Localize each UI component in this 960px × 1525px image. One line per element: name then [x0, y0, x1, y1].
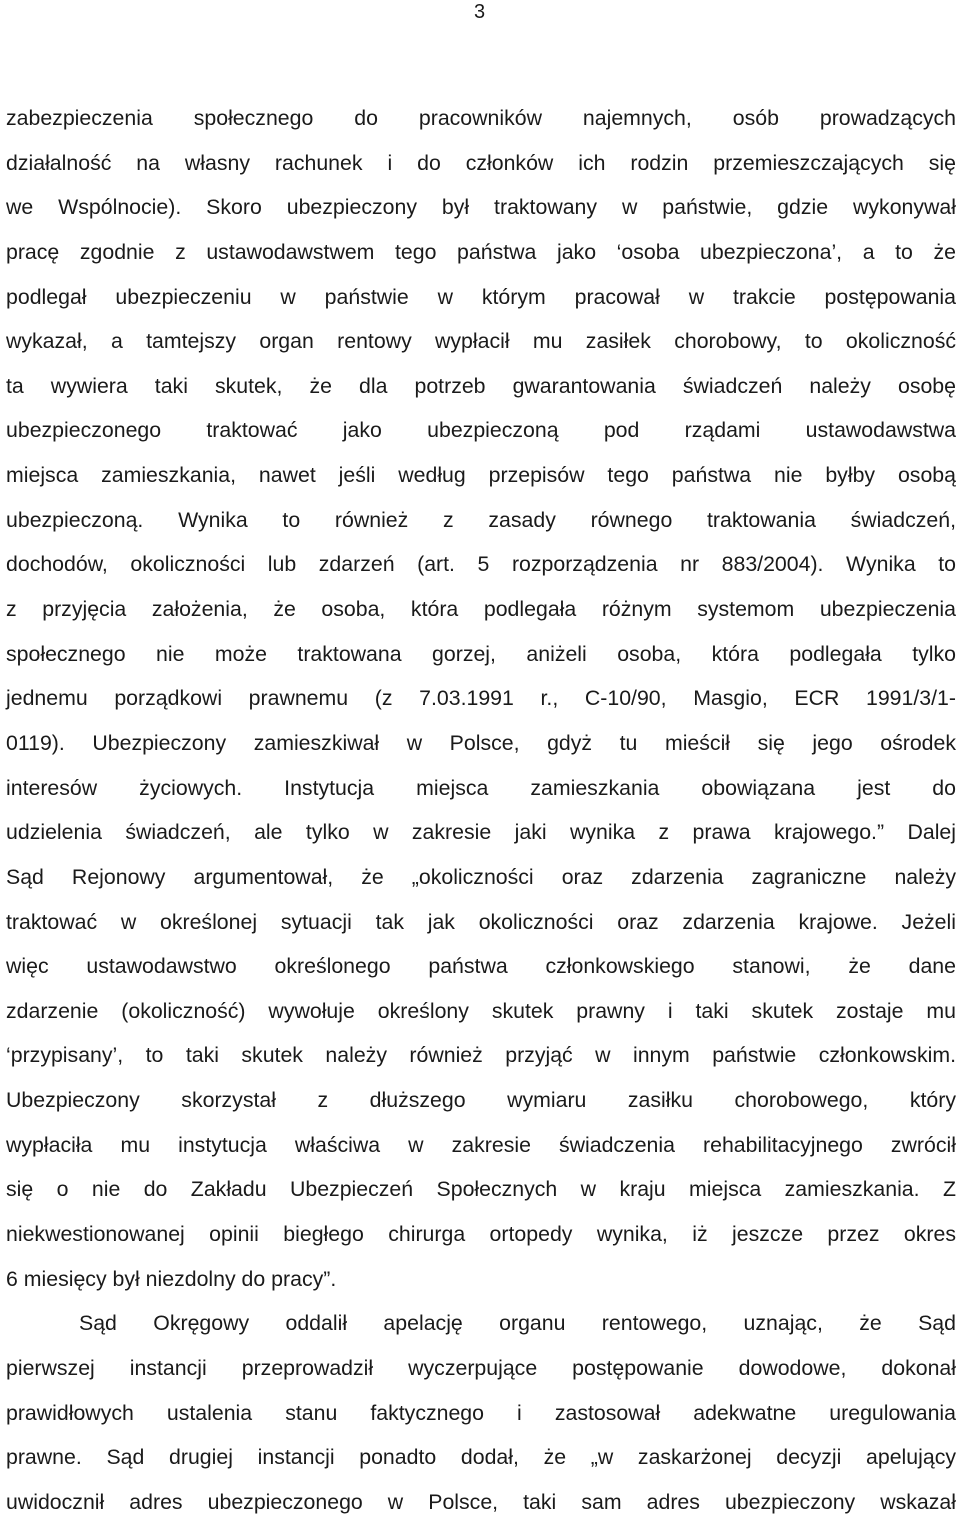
text-line: zdarzenie (okoliczność) wywołuje określony skutek prawny i taki skutek zostaje mu [6, 998, 956, 1023]
paragraph [6, 1301, 956, 1524]
text-line: wykazał, a tamtejszy organ rentowy wypłacił mu zasiłek chorobowy, to okoliczność [6, 329, 956, 354]
text-line: uwidocznił adres ubezpieczonego w Polsce, taki sam adres ubezpieczony wskazał [6, 1489, 956, 1514]
text-line: ta wywiera taki skutek, że dla potrzeb gwarantowania świadczeń należy osobę [6, 373, 956, 398]
text-line: ‘przypisany’, to taki skutek należy również przyjąć w innym państwie członkowskim. [6, 1043, 956, 1068]
text-line: Sąd Okręgowy oddalił apelację organu rentowego, uznając, że Sąd [79, 1311, 956, 1336]
text-line: podlegał ubezpieczeniu w państwie w którym pracował w trakcie postępowania [6, 284, 956, 309]
document-body [6, 96, 956, 1525]
text-line: traktować w określonej sytuacji tak jak okoliczności oraz zdarzenia krajowe. Jeżeli [6, 909, 956, 934]
paragraph [6, 96, 956, 1301]
text-line: ubezpieczoną. Wynika to również z zasady równego traktowania świadczeń, [6, 507, 956, 532]
text-line: zabezpieczenia społecznego do pracowników najemnych, osób prowadzących [6, 106, 956, 130]
text-line: we Wspólnocie). Skoro ubezpieczony był traktowany w państwie, gdzie wykonywał [6, 195, 956, 220]
text-line: 6 miesięcy był niezdolny do pracy”. [6, 1266, 337, 1291]
text-line: Sąd Rejonowy argumentował, że „okoliczności oraz zdarzenia zagraniczne należy [6, 864, 956, 889]
text-line: prawidłowych ustalenia stanu faktycznego i zastosował adekwatne uregulowania [6, 1400, 956, 1425]
text-line: dochodów, okoliczności lub zdarzeń (art. 5 rozporządzenia nr 883/2004). Wynika to [6, 552, 956, 577]
text-line: wypłaciła mu instytucja właściwa w zakresie świadczenia rehabilitacyjnego zwrócił [6, 1132, 956, 1157]
text-line: społecznego nie może traktowana gorzej, aniżeli osoba, która podlegała tylko [6, 641, 956, 666]
text-line: więc ustawodawstwo określonego państwa członkowskiego stanowi, że dane [6, 954, 956, 979]
text-line: z przyjęcia założenia, że osoba, która podlegała różnym systemom ubezpieczenia [6, 597, 956, 622]
text-line: pracę zgodnie z ustawodawstwem tego państwa jako ‘osoba ubezpieczona’, a to że [6, 239, 956, 264]
text-line: Ubezpieczony skorzystał z dłuższego wymiaru zasiłku chorobowego, który [6, 1088, 956, 1113]
text-line: prawne. Sąd drugiej instancji ponadto dodał, że „w zaskarżonej decyzji apelujący [6, 1445, 956, 1470]
text-line: jednemu porządkowi prawnemu (z 7.03.1991 r., C-10/90, Masgio, ECR 1991/3/1- [6, 686, 956, 711]
text-line: niekwestionowanej opinii biegłego chirurga ortopedy wynika, iż jeszcze przez okres [6, 1222, 956, 1247]
text-line: ubezpieczonego traktować jako ubezpieczoną pod rządami ustawodawstwa [6, 418, 956, 443]
text-line: udzielenia świadczeń, ale tylko w zakresie jaki wynika z prawa krajowego.” Dalej [6, 820, 956, 845]
text-line: pierwszej instancji przeprowadził wyczerpujące postępowanie dowodowe, dokonał [6, 1355, 956, 1380]
page-number: 3 [474, 1, 486, 23]
text-line: 0119). Ubezpieczony zamieszkiwał w Polsce, gdyż tu mieścił się jego ośrodek [6, 730, 956, 755]
text-line: działalność na własny rachunek i do członków ich rodzin przemieszczających się [6, 150, 956, 175]
text-line: interesów życiowych. Instytucja miejsca zamieszkania obowiązana jest do [6, 775, 956, 800]
text-line: się o nie do Zakładu Ubezpieczeń Społecznych w kraju miejsca zamieszkania. Z [6, 1177, 956, 1202]
text-line: miejsca zamieszkania, nawet jeśli według przepisów tego państwa nie byłby osobą [6, 463, 956, 488]
